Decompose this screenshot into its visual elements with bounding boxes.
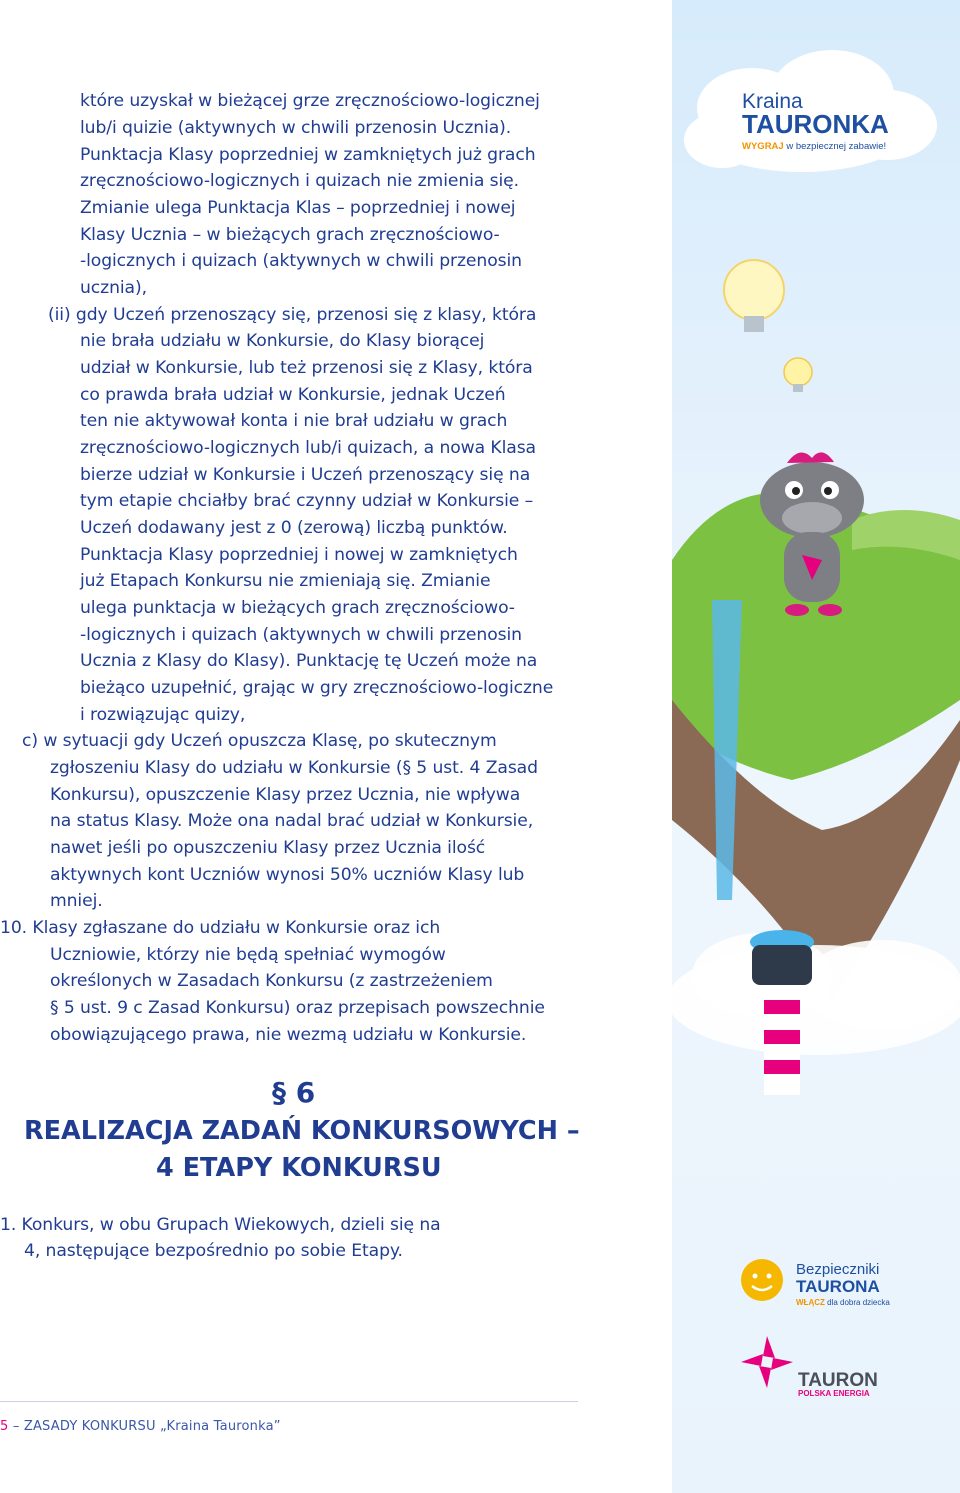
- text-line: -logicznych i quizach (aktywnych w chwili przenosin: [80, 251, 522, 271]
- text-line: Uczeń dodawany jest z 0 (zerową) liczbą punktów.: [80, 518, 508, 538]
- text-line: -logicznych i quizach (aktywnych w chwili przenosin: [80, 625, 522, 645]
- footer-divider: [0, 1401, 578, 1402]
- text-line: (ii) gdy Uczeń przenoszący się, przenosi się z klasy, która: [48, 305, 537, 325]
- text-line: ucznia),: [80, 278, 147, 298]
- section-number: § 6: [272, 1076, 316, 1109]
- text-line: ten nie aktywował konta i nie brał udziału w grach: [80, 411, 508, 431]
- logo-tagline-text: w bezpiecznej zabawie!: [783, 141, 887, 152]
- sidebar-illustration: [672, 0, 960, 1493]
- text-line: aktywnych kont Uczniów wynosi 50% uczniów Klasy lub: [50, 865, 525, 885]
- text-line: mniej.: [50, 891, 103, 911]
- text-line: lub/i quizie (aktywnych w chwili przenosin Ucznia).: [80, 118, 512, 138]
- logo-tagline: [742, 141, 886, 152]
- decorative-sidebar: [672, 0, 960, 1493]
- text-line: obowiązującego prawa, nie wezmą udziału w Konkursie.: [50, 1025, 527, 1045]
- text-line: udział w Konkursie, lub też przenosi się z Klasy, która: [80, 358, 533, 378]
- lower-cloud-icon: [672, 933, 960, 1055]
- tauron-subtitle: POLSKA ENERGIA: [798, 1389, 870, 1398]
- bezpieczniki-line2: TAURONA: [796, 1277, 880, 1296]
- text-line: § 5 ust. 9 c Zasad Konkursu) oraz przepisach powszechnie: [50, 998, 545, 1018]
- text-line: zgłoszeniu Klasy do udziału w Konkursie (§ 5 ust. 4 Zasad: [50, 758, 538, 778]
- text-line: Uczniowie, którzy nie będą spełniać wymogów: [50, 945, 446, 965]
- text-line: już Etapach Konkursu nie zmieniają się. Zmianie: [80, 571, 491, 591]
- section-title-line1: REALIZACJA ZADAŃ KONKURSOWYCH –: [24, 1116, 580, 1146]
- text-line: Konkursu), opuszczenie Klasy przez Ucznia, nie wpływa: [50, 785, 521, 805]
- text-line: bieżąco uzupełnić, grając w gry zręcznościowo-logiczne: [80, 678, 554, 698]
- logo-kraina: Kraina: [742, 90, 803, 113]
- text-line: 10. Klasy zgłaszane do udziału w Konkursie oraz ich: [0, 918, 441, 938]
- text-line: i rozwiązując quizy,: [80, 705, 246, 725]
- bezpieczniki-tagline: [796, 1298, 890, 1307]
- text-line: Ucznia z Klasy do Klasy). Punktację tę Uczeń może na: [80, 651, 538, 671]
- text-line: tym etapie chciałby brać czynny udział w Konkursie –: [80, 491, 534, 511]
- bezpieczniki-wlacz: WŁĄCZ: [796, 1298, 825, 1307]
- text-line: na status Klasy. Może ona nadal brać udział w Konkursie,: [50, 811, 534, 831]
- tauron-name: TAURON: [798, 1370, 878, 1391]
- lightbulb-icon: [724, 260, 812, 392]
- text-line: 1. Konkurs, w obu Grupach Wiekowych, dzieli się na: [0, 1215, 441, 1235]
- text-line: które uzyskał w bieżącej grze zręcznościowo-logicznej: [80, 91, 540, 111]
- tauron-logo-icon: [741, 1336, 793, 1388]
- footer-title: – ZASADY KONKURSU „Kraina Tauronka”: [8, 1419, 281, 1434]
- logo-wygraj: WYGRAJ: [742, 141, 784, 152]
- text-line: Punktacja Klasy poprzedniej w zamkniętych już grach: [80, 145, 536, 165]
- bezpieczniki-tag-text: dla dobra dziecka: [824, 1298, 890, 1307]
- text-line: Punktacja Klasy poprzedniej i nowej w zamkniętych: [80, 545, 518, 565]
- page-footer: [0, 1419, 281, 1434]
- text-line: ulega punktacja w bieżących grach zręcznościowo-: [80, 598, 515, 618]
- section-title-line2: 4 ETAPY KONKURSU: [156, 1153, 442, 1183]
- text-line: zręcznościowo-logicznych lub/i quizach, a nowa Klasa: [80, 438, 536, 458]
- text-line: Zmianie ulega Punktacja Klas – poprzedniej i nowej: [80, 198, 516, 218]
- bezpieczniki-line1: Bezpieczniki: [796, 1261, 880, 1278]
- text-line: 4, następujące bezpośrednio po sobie Etapy.: [24, 1241, 403, 1261]
- text-line: nawet jeśli po opuszczeniu Klasy przez Ucznia ilość: [50, 838, 486, 858]
- text-line: określonych w Zasadach Konkursu (z zastrzeżeniem: [50, 971, 493, 991]
- text-line: nie brała udziału w Konkursie, do Klasy biorącej: [80, 331, 485, 351]
- text-line: c) w sytuacji gdy Uczeń opuszcza Klasę, po skutecznym: [22, 731, 497, 751]
- page-number: 5: [0, 1419, 9, 1434]
- bezpieczniki-logo-icon: [741, 1259, 783, 1301]
- text-line: co prawda brała udział w Konkursie, jednak Uczeń: [80, 385, 506, 405]
- text-line: bierze udział w Konkursie i Uczeń przenoszący się na: [80, 465, 531, 485]
- text-line: Klasy Ucznia – w bieżących grach zręcznościowo-: [80, 225, 500, 245]
- logo-tauronka: TAURONKA: [742, 109, 889, 139]
- text-line: zręcznościowo-logicznych i quizach nie zmienia się.: [80, 171, 519, 191]
